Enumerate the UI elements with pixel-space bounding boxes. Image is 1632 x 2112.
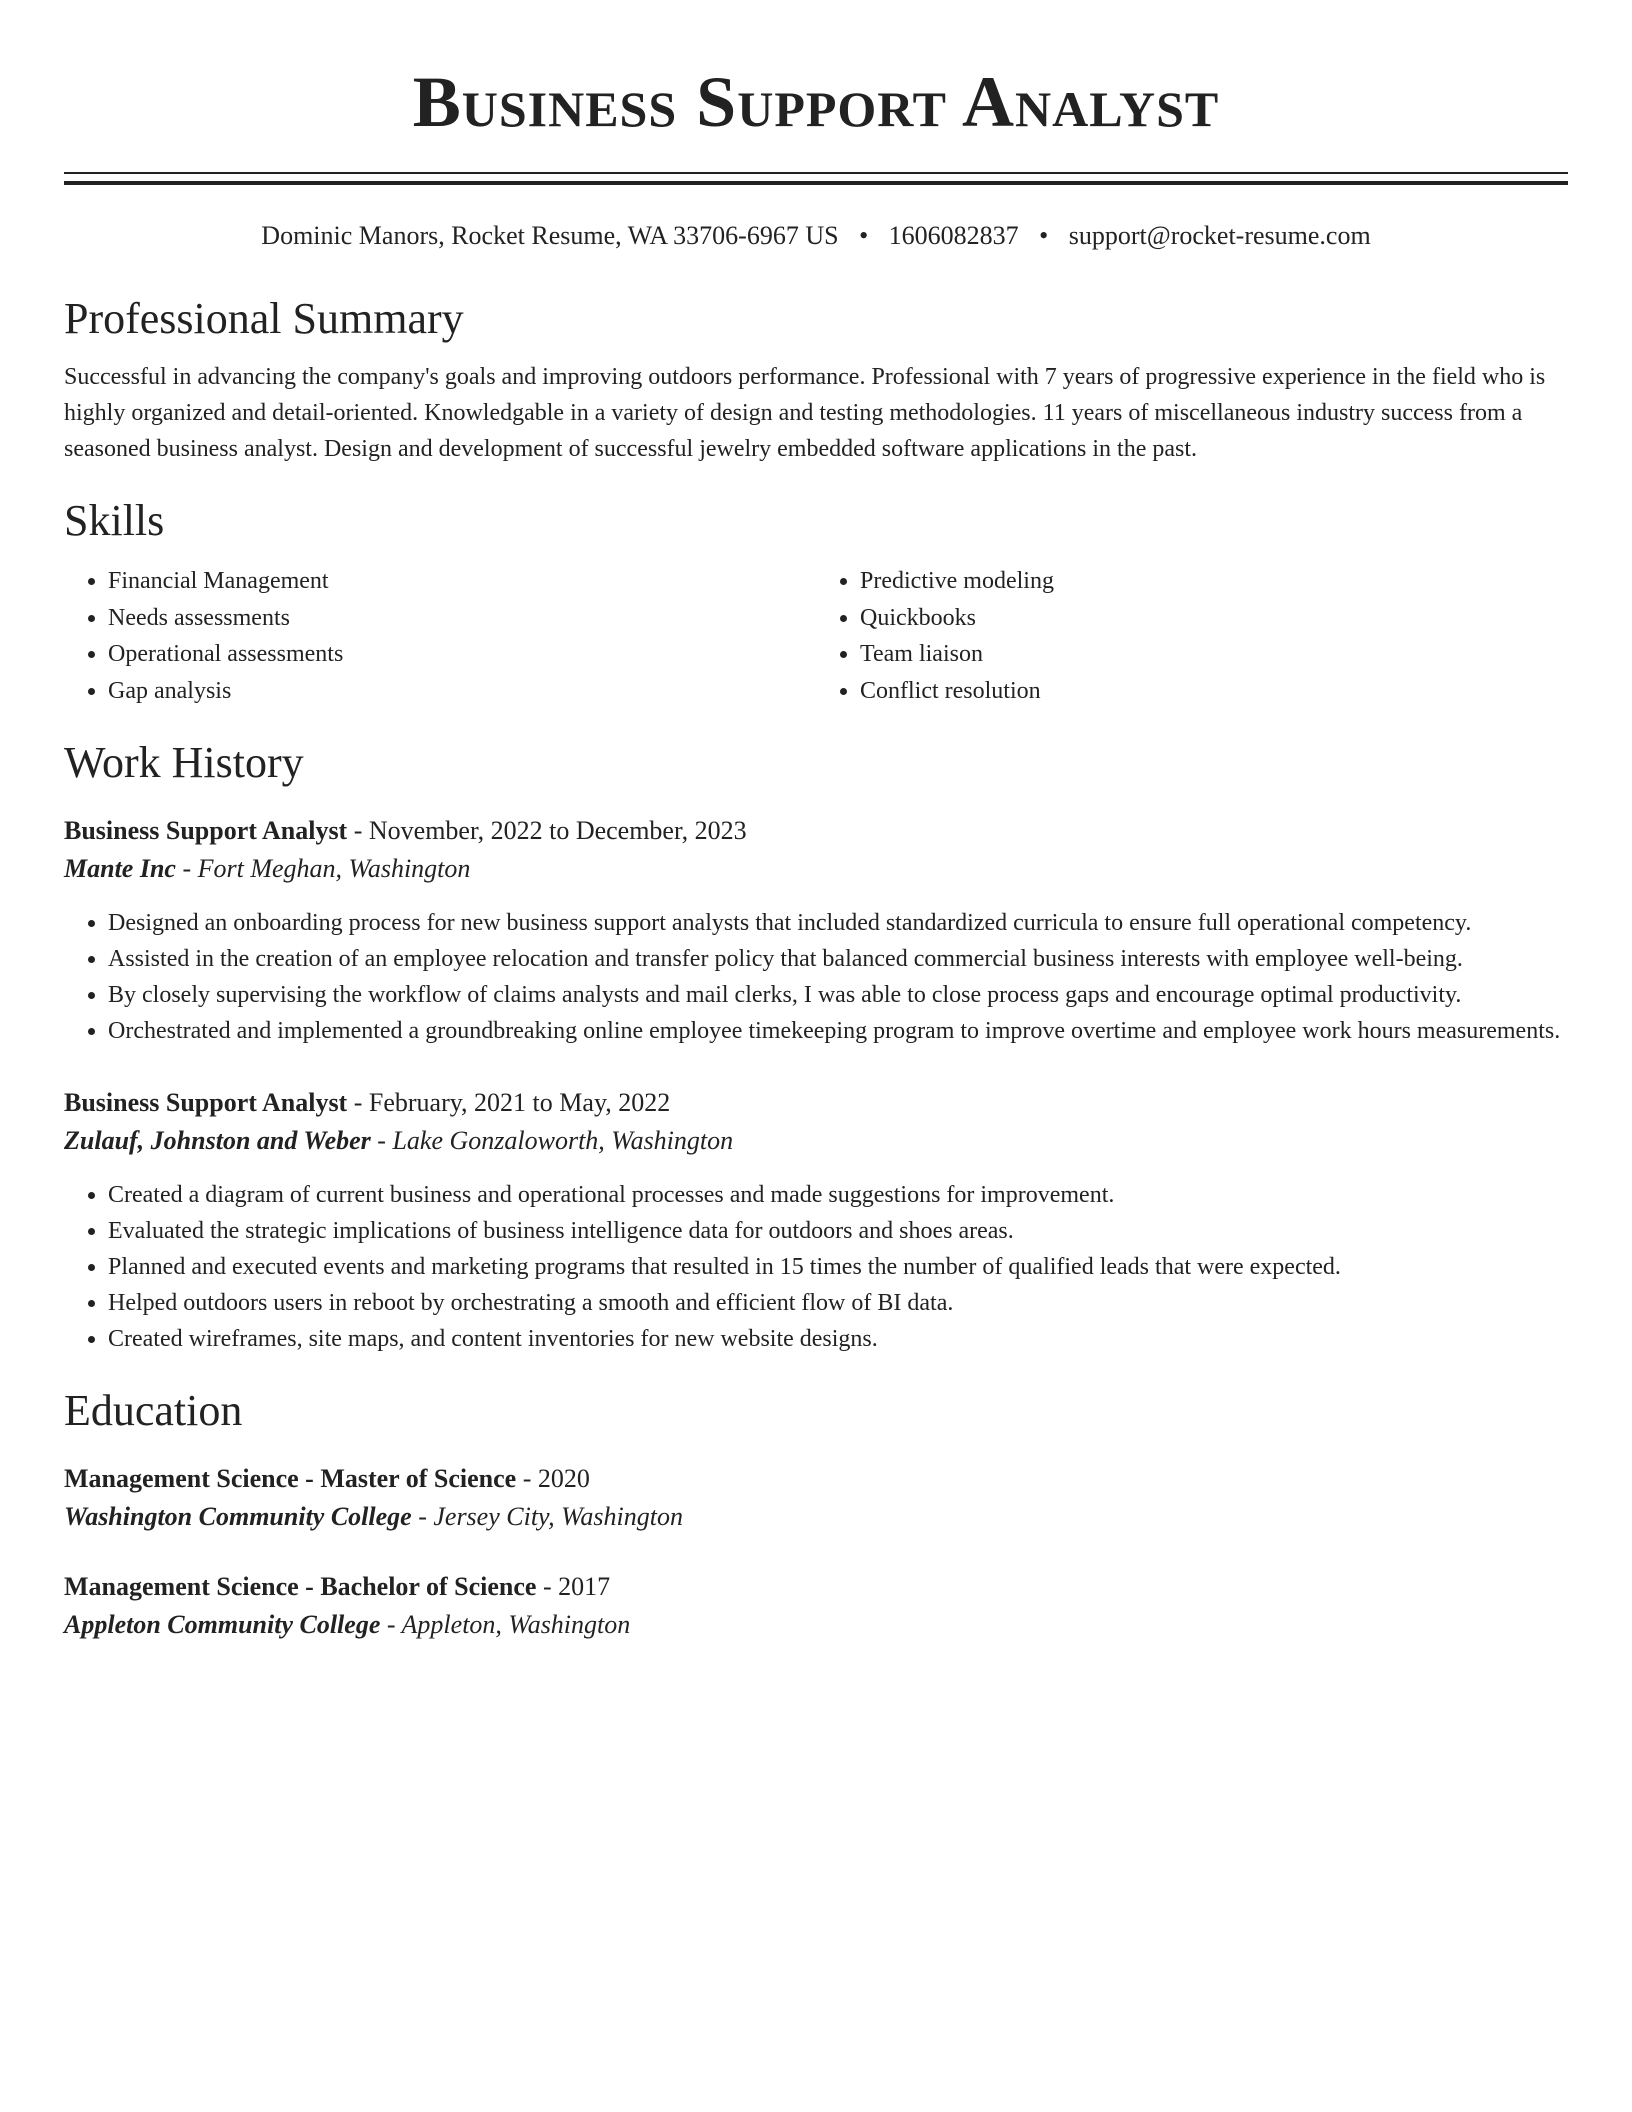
job-company: Zulauf, Johnston and Weber (64, 1126, 371, 1155)
summary-text: Successful in advancing the company's goals and improving outdoors performance. Professional with 7 years of progressive experience in the field who is highly organized and detail-oriented. Knowledgable in a variety of design and testing methodologies. 11 years of miscellaneous industry success from a seasoned business analyst. Design and development of successful jewelry embedded software applications in the past. (64, 364, 1546, 462)
job-bullet: • By closely supervising the workflow of claims analysts and mail clerks, I was able to close process gaps and encourage optimal productivity. (108, 977, 1568, 1013)
education-header (64, 1461, 1568, 1497)
skills-heading: Skills (64, 496, 165, 545)
education-heading: Education (64, 1386, 243, 1435)
job-bullets (64, 1177, 1568, 1357)
work-history-heading: Work History (64, 738, 304, 787)
education-degree: Management Science - Bachelor of Science (64, 1572, 537, 1601)
job-entry (64, 813, 1568, 1049)
skill-item: • Predictive modeling (860, 563, 1568, 600)
skill-item: • Quickbooks (860, 600, 1568, 637)
job-bullets (64, 905, 1568, 1049)
contact-line (64, 219, 1568, 253)
summary-section (64, 293, 1568, 467)
skills-left-list (64, 563, 816, 709)
job-entry (64, 1085, 1568, 1357)
skill-item: • Gap analysis (108, 673, 816, 710)
education-year: - 2020 (516, 1464, 590, 1493)
skill-item: • Operational assessments (108, 636, 816, 673)
job-location: - Fort Meghan, Washington (175, 854, 471, 883)
contact-address: Dominic Manors, Rocket Resume, WA 33706-6967 US (261, 221, 839, 250)
job-bullet: • Orchestrated and implemented a groundbreaking online employee timekeeping program to improve overtime and employee work hours measurements. (108, 1013, 1568, 1049)
title-rule-thin (64, 172, 1568, 174)
education-degree: Management Science - Master of Science (64, 1464, 517, 1493)
job-bullet: • Assisted in the creation of an employee relocation and transfer policy that balanced commercial business interests with employee well-being. (108, 941, 1568, 977)
education-year: - 2017 (536, 1572, 611, 1601)
job-location: - Lake Gonzaloworth, Washington (370, 1126, 734, 1155)
contact-phone: 1606082837 (888, 221, 1019, 250)
skill-item: • Team liaison (860, 636, 1568, 673)
education-school: Appleton Community College (64, 1610, 381, 1639)
job-bullet: • Helped outdoors users in reboot by orchestrating a smooth and efficient flow of BI data. (108, 1285, 1568, 1321)
title-rule-thick (64, 181, 1568, 185)
skill-item: • Financial Management (108, 563, 816, 600)
education-header (64, 1569, 1568, 1605)
job-title: Business Support Analyst (64, 816, 348, 845)
skill-item: • Needs assessments (108, 600, 816, 637)
skills-right-list (816, 563, 1568, 709)
job-employer (64, 851, 1568, 887)
job-employer (64, 1123, 1568, 1159)
resume-title: Business Support Analyst (412, 62, 1220, 142)
work-history-section (64, 737, 1568, 1357)
job-dates: - November, 2022 to December, 2023 (347, 816, 747, 845)
job-bullet: • Designed an onboarding process for new business support analysts that included standardized curricula to ensure full operational competency. (108, 905, 1568, 941)
job-bullet: • Created wireframes, site maps, and content inventories for new website designs. (108, 1321, 1568, 1357)
education-location: - Jersey City, Washington (411, 1502, 683, 1531)
job-title: Business Support Analyst (64, 1088, 348, 1117)
education-location: - Appleton, Washington (380, 1610, 631, 1639)
skills-section (64, 495, 1568, 709)
job-bullet: • Evaluated the strategic implications of business intelligence data for outdoors and shoes areas. (108, 1213, 1568, 1249)
contact-separator: • (1039, 221, 1049, 250)
job-bullet: • Planned and executed events and marketing programs that resulted in 15 times the number of qualified leads that were expected. (108, 1249, 1568, 1285)
contact-email: support@rocket-resume.com (1068, 221, 1371, 250)
contact-separator: • (859, 221, 869, 250)
job-bullet: • Created a diagram of current business and operational processes and made suggestions for improvement. (108, 1177, 1568, 1213)
skills-columns (64, 563, 1568, 709)
summary-heading: Professional Summary (64, 294, 464, 343)
job-company: Mante Inc (64, 854, 176, 883)
job-header (64, 1085, 1568, 1121)
job-header (64, 813, 1568, 849)
education-school: Washington Community College (64, 1502, 412, 1531)
education-section (64, 1385, 1568, 1643)
education-entry (64, 1461, 1568, 1535)
education-school-line (64, 1499, 1568, 1535)
education-school-line (64, 1607, 1568, 1643)
job-dates: - February, 2021 to May, 2022 (347, 1088, 671, 1117)
skill-item: • Conflict resolution (860, 673, 1568, 710)
education-entry (64, 1569, 1568, 1643)
